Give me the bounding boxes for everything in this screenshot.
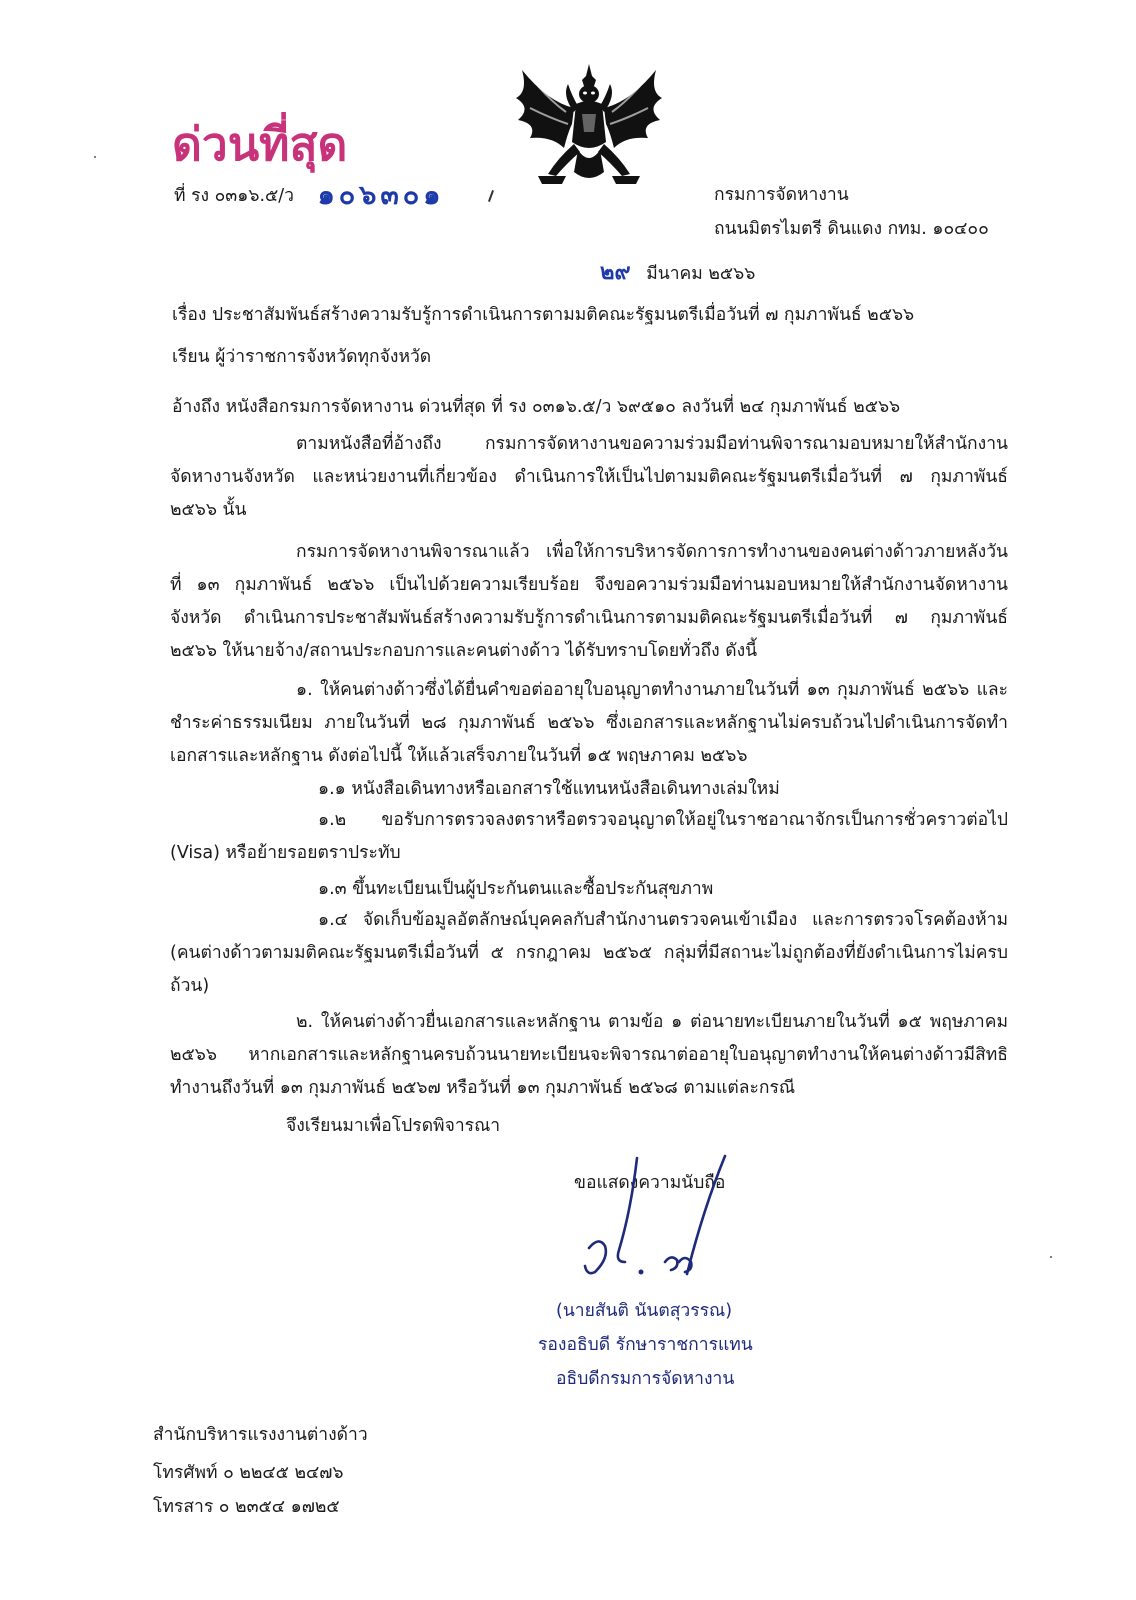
department-name: กรมการจัดหางาน [714,185,849,205]
date-month-year: มีนาคม ๒๕๖๖ [646,264,756,284]
closing-line: จึงเรียนมาเพื่อโปรดพิจารณา [286,1116,501,1136]
handwritten-signature [575,1150,745,1290]
footer-fax: โทรสาร ๐ ๒๓๕๔ ๑๗๒๕ [153,1497,340,1517]
garuda-emblem-icon [508,62,670,202]
recipient-line: เรียน ผู้ว่าราชการจังหวัดทุกจังหวัด [172,347,432,367]
signatory-position-1: รองอธิบดี รักษาราชการแทน [538,1335,753,1355]
footer-office: สำนักบริหารแรงงานต่างด้าว [153,1425,368,1445]
document-date [600,254,755,289]
subject-line: เรื่อง ประชาสัมพันธ์สร้างความรับรู้การดำเนินการตามมติคณะรัฐมนตรีเมื่อวันที่ ๗ กุมภาพันธ์ ๒๕๖๖ [172,305,915,325]
item-1-3: ๑.๓ ขึ้นทะเบียนเป็นผู้ประกันตนและซื้อประกันสุขภาพ [318,879,714,899]
scan-speck [1050,1256,1052,1258]
item-1-2: ๑.๒ ขอรับการตรวจลงตราหรือตรวจอนุญาตให้อยู่ในราชอาณาจักรเป็นการชั่วคราวต่อไป (Visa) หรือย้ายรอยตราประทับ [170,810,1008,863]
urgency-stamp: ด่วนที่สุด [172,117,348,171]
signatory-name: (นายสันติ นันตสุวรรณ) [556,1301,733,1321]
footer-phone: โทรศัพท์ ๐ ๒๒๔๕ ๒๔๗๖ [153,1463,344,1483]
signatory-position-2: อธิบดีกรมการจัดหางาน [556,1369,735,1389]
item-1-1: ๑.๑ หนังสือเดินทางหรือเอกสารใช้แทนหนังสือเดินทางเล่มใหม่ [318,779,780,799]
ink-mark [488,190,494,202]
document-number-prefix: ที่ รง ๐๓๑๖.๕/ว [174,186,294,206]
respect-line: ขอแสดงความนับถือ [574,1173,726,1193]
body-paragraph-1: ตามหนังสือที่อ้างถึง กรมการจัดหางานขอความร่วมมือท่านพิจารณามอบหมายให้สำนักงานจัดหางานจังหวัด และหน่วยงานที่เกี่ยวข้อง ดำเนินการให้เป็นไปตามมติคณะรัฐมนตรีเมื่อวันที่ ๗ กุมภาพันธ์ ๒๕๖๖ นั้น [170,434,1008,520]
item-1: ๑. ให้คนต่างด้าวซึ่งได้ยื่นคำขอต่ออายุใบอนุญาตทำงานภายในวันที่ ๑๓ กุมภาพันธ์ ๒๕๖๖ และชำระค่าธรรมเนียม ภายในวันที่ ๒๘ กุมภาพันธ์ ๒๕๖๖ ซึ่งเอกสารและหลักฐานไม่ครบถ้วนไปดำเนินการจัดทำเอกสารและหลักฐาน ดังต่อไปนี้ ให้แล้วเสร็จภายในวันที่ ๑๕ พฤษภาคม ๒๕๖๖ [170,680,1008,766]
item-1-4: ๑.๔ จัดเก็บข้อมูลอัตลักษณ์บุคคลกับสำนักงานตรวจคนเข้าเมือง และการตรวจโรคต้องห้าม (คนต่างด้าวตามมติคณะรัฐมนตรีเมื่อวันที่ ๕ กรกฎาคม ๒๕๖๕ กลุ่มที่มีสถานะไม่ถูกต้องที่ยังดำเนินการไม่ครบถ้วน) [170,910,1008,996]
document-number-handwritten: ๑๐๖๓๐๑ [317,180,445,211]
document-number [174,170,444,213]
scan-speck [94,156,96,158]
department-address: ถนนมิตรไมตรี ดินแดง กทม. ๑๐๔๐๐ [714,219,989,239]
reference-line: อ้างถึง หนังสือกรมการจัดหางาน ด่วนที่สุด ที่ รง ๐๓๑๖.๕/ว ๖๙๕๑๐ ลงวันที่ ๒๔ กุมภาพันธ์ ๒๕๖๖ [172,397,901,417]
body-paragraph-2: กรมการจัดหางานพิจารณาแล้ว เพื่อให้การบริหารจัดการการทำงานของคนต่างด้าวภายหลังวันที่ ๑๓ กุมภาพันธ์ ๒๕๖๖ เป็นไปด้วยความเรียบร้อย จึงขอความร่วมมือท่านมอบหมายให้สำนักงานจัดหางานจังหวัด ดำเนินการประชาสัมพันธ์สร้างความรับรู้การดำเนินการตามมติคณะรัฐมนตรีเมื่อวันที่ ๗ กุมภาพันธ์ ๒๕๖๖ ให้นายจ้าง/สถานประกอบการและคนต่างด้าว ได้รับทราบโดยทั่วถึง ดังนี้ [170,542,1008,661]
item-2: ๒. ให้คนต่างด้าวยื่นเอกสารและหลักฐาน ตามข้อ ๑ ต่อนายทะเบียนภายในวันที่ ๑๕ พฤษภาคม ๒๕๖๖ หากเอกสารและหลักฐานครบถ้วนนายทะเบียนจะพิจารณาต่ออายุใบอนุญาตทำงานให้คนต่างด้าวมีสิทธิทำงานถึงวันที่ ๑๓ กุมภาพันธ์ ๒๕๖๗ หรือวันที่ ๑๓ กุมภาพันธ์ ๒๕๖๘ ตามแต่ละกรณี [170,1012,1008,1098]
date-day-handwritten: ๒๙ [600,259,631,285]
